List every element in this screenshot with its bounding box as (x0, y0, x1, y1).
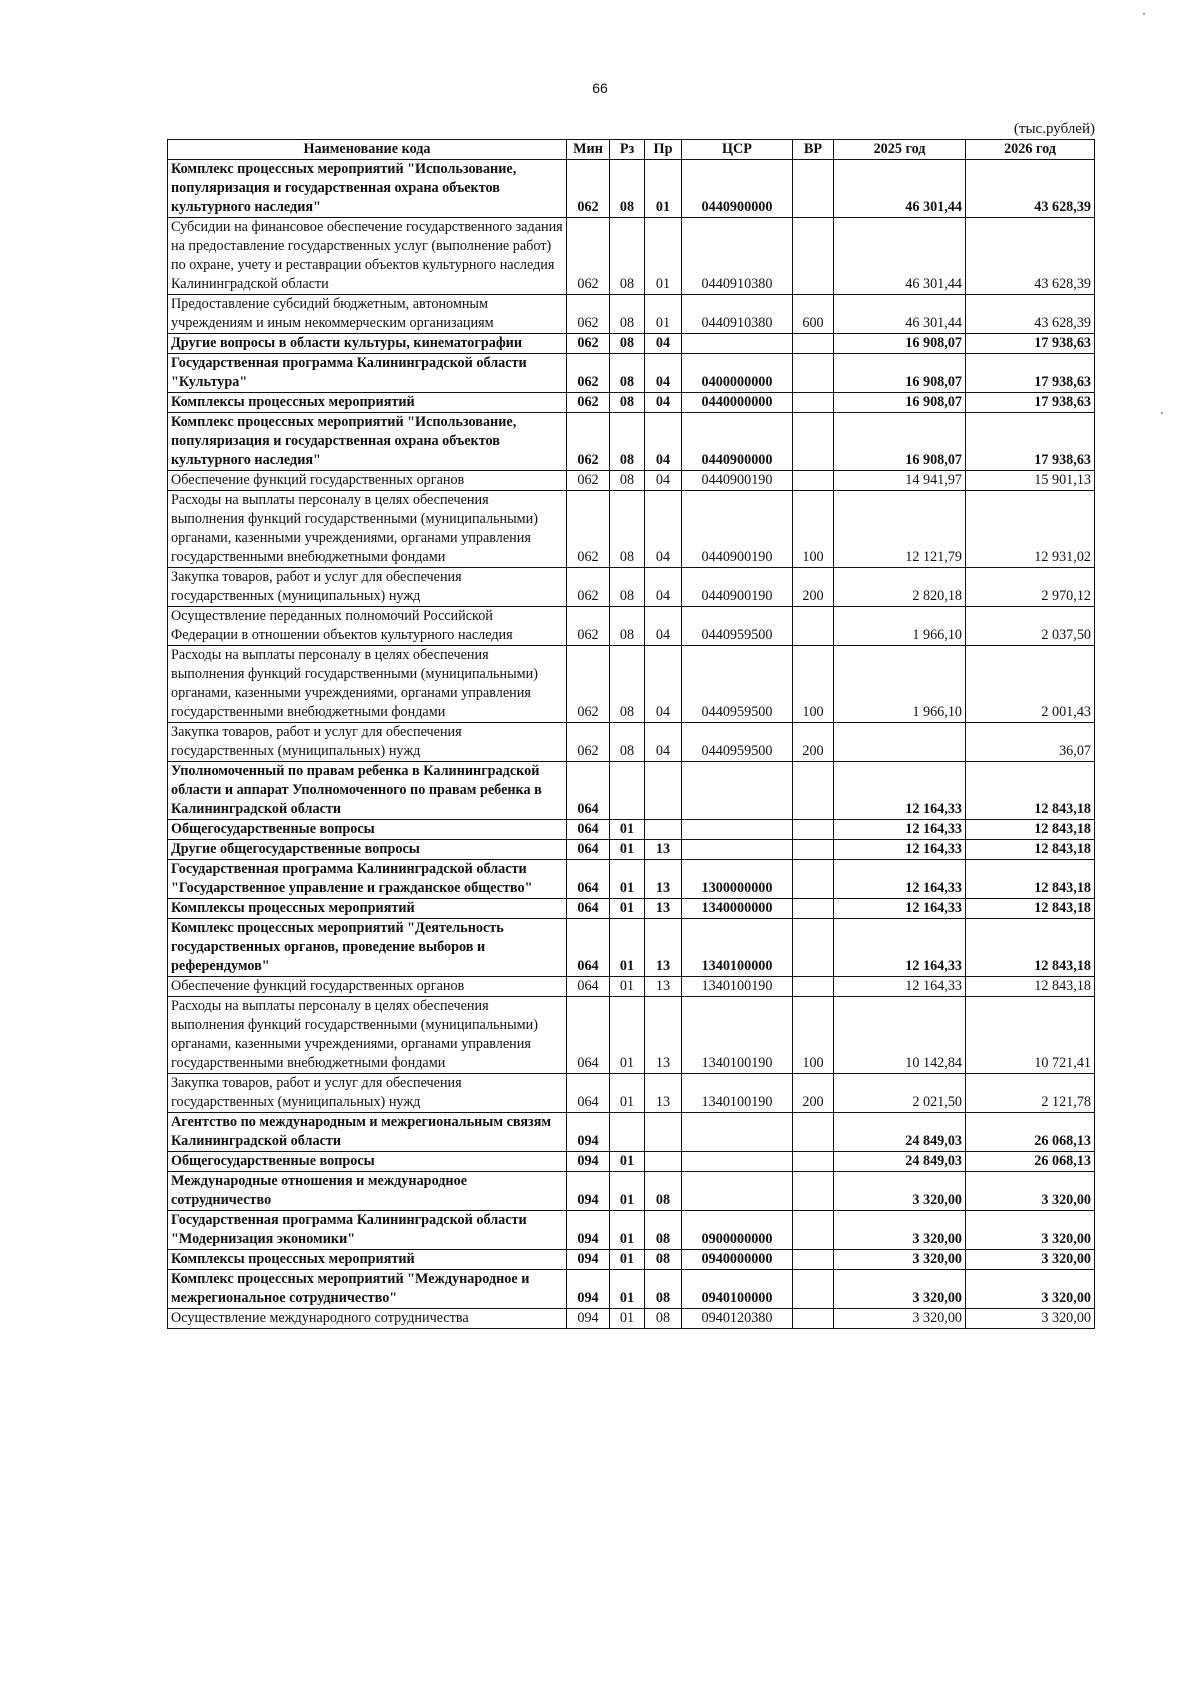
cell-name: Осуществление международного сотрудничества (168, 1309, 567, 1329)
cell-pr: 04 (645, 723, 682, 762)
cell-2026: 10 721,41 (966, 997, 1095, 1074)
table-row (168, 471, 1095, 491)
cell-vr (793, 218, 834, 295)
cell-min: 062 (567, 334, 610, 354)
table-row (168, 218, 1095, 295)
cell-2025: 2 820,18 (834, 568, 966, 607)
table-row (168, 160, 1095, 218)
cell-vr: 100 (793, 491, 834, 568)
cell-csr: 0440959500 (682, 646, 793, 723)
cell-name: Государственная программа Калининградской области "Модернизация экономики" (168, 1211, 567, 1250)
cell-min: 094 (567, 1309, 610, 1329)
cell-min: 094 (567, 1172, 610, 1211)
cell-vr (793, 860, 834, 899)
cell-2026: 3 320,00 (966, 1172, 1095, 1211)
cell-pr: 13 (645, 860, 682, 899)
cell-rz: 01 (610, 1250, 645, 1270)
cell-vr (793, 1211, 834, 1250)
table-row (168, 354, 1095, 393)
cell-min: 094 (567, 1113, 610, 1152)
cell-vr (793, 471, 834, 491)
cell-name: Общегосударственные вопросы (168, 820, 567, 840)
cell-2026: 43 628,39 (966, 295, 1095, 334)
cell-2025: 12 164,33 (834, 899, 966, 919)
cell-csr: 0440910380 (682, 295, 793, 334)
table-body (168, 160, 1095, 1329)
cell-csr: 0440959500 (682, 723, 793, 762)
cell-name: Расходы на выплаты персоналу в целях обеспечения выполнения функций государственными (муниципальными) органами, казенными учреждениями, органами управления государственными внебюджетными фондами (168, 646, 567, 723)
cell-rz: 01 (610, 820, 645, 840)
cell-name: Комплекс процессных мероприятий "Деятельность государственных органов, проведение выборов и референдумов" (168, 919, 567, 977)
cell-rz: 08 (610, 413, 645, 471)
cell-pr: 04 (645, 568, 682, 607)
cell-name: Обеспечение функций государственных органов (168, 977, 567, 997)
cell-csr: 1340100190 (682, 977, 793, 997)
cell-pr: 01 (645, 295, 682, 334)
cell-name: Субсидии на финансовое обеспечение государственного задания на предоставление государственных услуг (выполнение работ) по охране, учету и реставрации объектов культурного наследия Калининградской области (168, 218, 567, 295)
table-row (168, 977, 1095, 997)
cell-2025: 12 164,33 (834, 762, 966, 820)
cell-2026: 17 938,63 (966, 393, 1095, 413)
cell-2025: 3 320,00 (834, 1250, 966, 1270)
cell-pr: 04 (645, 334, 682, 354)
table-row (168, 1270, 1095, 1309)
cell-name: Уполномоченный по правам ребенка в Калининградской области и аппарат Уполномоченного по правам ребенка в Калининградской области (168, 762, 567, 820)
cell-rz: 08 (610, 334, 645, 354)
cell-min: 062 (567, 607, 610, 646)
cell-2026: 12 843,18 (966, 820, 1095, 840)
header-rz: Рз (610, 140, 645, 160)
cell-name: Государственная программа Калининградской области "Государственное управление и гражданское общество" (168, 860, 567, 899)
cell-2025: 16 908,07 (834, 393, 966, 413)
cell-rz: 08 (610, 723, 645, 762)
cell-pr (645, 762, 682, 820)
scan-speck (1143, 13, 1145, 15)
cell-2025: 3 320,00 (834, 1211, 966, 1250)
cell-name: Расходы на выплаты персоналу в целях обеспечения выполнения функций государственными (муниципальными) органами, казенными учреждениями, органами управления государственными внебюджетными фондами (168, 997, 567, 1074)
cell-2025 (834, 723, 966, 762)
cell-rz: 01 (610, 1309, 645, 1329)
cell-2026: 26 068,13 (966, 1152, 1095, 1172)
cell-2025: 46 301,44 (834, 160, 966, 218)
cell-2026: 3 320,00 (966, 1270, 1095, 1309)
table-row (168, 1309, 1095, 1329)
cell-pr: 08 (645, 1211, 682, 1250)
cell-rz: 08 (610, 471, 645, 491)
cell-2025: 24 849,03 (834, 1152, 966, 1172)
cell-2026: 12 843,18 (966, 899, 1095, 919)
cell-vr (793, 919, 834, 977)
table-row (168, 334, 1095, 354)
cell-2026: 26 068,13 (966, 1113, 1095, 1152)
cell-min: 062 (567, 491, 610, 568)
table-row (168, 491, 1095, 568)
cell-csr: 0440900000 (682, 413, 793, 471)
cell-pr: 04 (645, 607, 682, 646)
header-2025: 2025 год (834, 140, 966, 160)
cell-2025: 12 164,33 (834, 860, 966, 899)
cell-min: 064 (567, 860, 610, 899)
cell-csr: 0940000000 (682, 1250, 793, 1270)
cell-vr (793, 1172, 834, 1211)
table-row (168, 1250, 1095, 1270)
cell-2025: 16 908,07 (834, 334, 966, 354)
cell-name: Агентство по международным и межрегиональным связям Калининградской области (168, 1113, 567, 1152)
cell-csr: 0440000000 (682, 393, 793, 413)
cell-vr (793, 334, 834, 354)
scan-speck (1161, 412, 1163, 414)
table-row (168, 860, 1095, 899)
cell-2026: 2 970,12 (966, 568, 1095, 607)
cell-min: 064 (567, 840, 610, 860)
cell-min: 064 (567, 1074, 610, 1113)
cell-2026: 12 931,02 (966, 491, 1095, 568)
cell-min: 062 (567, 413, 610, 471)
cell-2026: 17 938,63 (966, 413, 1095, 471)
cell-csr: 0440900000 (682, 160, 793, 218)
table-row (168, 393, 1095, 413)
cell-vr (793, 899, 834, 919)
cell-2025: 14 941,97 (834, 471, 966, 491)
cell-vr (793, 977, 834, 997)
cell-min: 064 (567, 997, 610, 1074)
cell-rz: 01 (610, 899, 645, 919)
cell-2026: 3 320,00 (966, 1211, 1095, 1250)
cell-pr: 13 (645, 997, 682, 1074)
cell-vr: 200 (793, 568, 834, 607)
cell-vr: 200 (793, 1074, 834, 1113)
cell-name: Комплексы процессных мероприятий (168, 1250, 567, 1270)
cell-csr (682, 1152, 793, 1172)
cell-rz (610, 762, 645, 820)
cell-2025: 46 301,44 (834, 295, 966, 334)
header-csr: ЦСР (682, 140, 793, 160)
cell-vr (793, 1152, 834, 1172)
cell-name: Другие вопросы в области культуры, кинематографии (168, 334, 567, 354)
cell-csr: 1340100000 (682, 919, 793, 977)
cell-pr: 04 (645, 471, 682, 491)
cell-name: Закупка товаров, работ и услуг для обеспечения государственных (муниципальных) нужд (168, 568, 567, 607)
cell-vr (793, 160, 834, 218)
table-row (168, 568, 1095, 607)
cell-2026: 12 843,18 (966, 919, 1095, 977)
cell-min: 094 (567, 1250, 610, 1270)
table-row (168, 1172, 1095, 1211)
cell-pr: 08 (645, 1270, 682, 1309)
table-row (168, 413, 1095, 471)
cell-vr (793, 840, 834, 860)
cell-name: Предоставление субсидий бюджетным, автономным учреждениям и иным некоммерческим организациям (168, 295, 567, 334)
cell-pr: 08 (645, 1250, 682, 1270)
budget-table (167, 139, 1095, 1329)
cell-pr: 04 (645, 491, 682, 568)
cell-2026: 36,07 (966, 723, 1095, 762)
table-row (168, 840, 1095, 860)
cell-min: 062 (567, 354, 610, 393)
cell-csr: 0900000000 (682, 1211, 793, 1250)
cell-name: Расходы на выплаты персоналу в целях обеспечения выполнения функций государственными (муниципальными) органами, казенными учреждениями, органами управления государственными внебюджетными фондами (168, 491, 567, 568)
cell-name: Осуществление переданных полномочий Российской Федерации в отношении объектов культурного наследия (168, 607, 567, 646)
table-row (168, 899, 1095, 919)
table-row (168, 723, 1095, 762)
cell-2026: 2 037,50 (966, 607, 1095, 646)
cell-vr (793, 1270, 834, 1309)
cell-rz: 01 (610, 977, 645, 997)
cell-pr: 13 (645, 919, 682, 977)
cell-rz: 08 (610, 568, 645, 607)
cell-csr (682, 1172, 793, 1211)
cell-2025: 46 301,44 (834, 218, 966, 295)
cell-2025: 3 320,00 (834, 1270, 966, 1309)
cell-rz: 01 (610, 1172, 645, 1211)
cell-pr: 04 (645, 354, 682, 393)
cell-name: Комплекс процессных мероприятий "Международное и межрегиональное сотрудничество" (168, 1270, 567, 1309)
cell-pr: 08 (645, 1309, 682, 1329)
units-label: (тыс.рублей) (1013, 121, 1095, 137)
cell-name: Комплекс процессных мероприятий "Использование, популяризация и государственная охрана объектов культурного наследия" (168, 160, 567, 218)
cell-2026: 3 320,00 (966, 1250, 1095, 1270)
cell-csr (682, 820, 793, 840)
cell-2025: 12 164,33 (834, 840, 966, 860)
table-header-row (168, 140, 1095, 160)
cell-pr: 04 (645, 646, 682, 723)
cell-rz: 08 (610, 646, 645, 723)
cell-min: 064 (567, 820, 610, 840)
cell-min: 062 (567, 568, 610, 607)
cell-2026: 17 938,63 (966, 354, 1095, 393)
cell-csr (682, 334, 793, 354)
cell-2025: 1 966,10 (834, 646, 966, 723)
cell-min: 062 (567, 295, 610, 334)
cell-csr: 0440910380 (682, 218, 793, 295)
cell-vr: 100 (793, 646, 834, 723)
cell-rz: 01 (610, 1270, 645, 1309)
table-row (168, 295, 1095, 334)
cell-pr: 13 (645, 840, 682, 860)
cell-name: Комплексы процессных мероприятий (168, 899, 567, 919)
cell-vr: 100 (793, 997, 834, 1074)
table-row (168, 1074, 1095, 1113)
cell-pr: 04 (645, 413, 682, 471)
header-2026: 2026 год (966, 140, 1095, 160)
cell-min: 064 (567, 762, 610, 820)
cell-rz: 01 (610, 1074, 645, 1113)
cell-2025: 16 908,07 (834, 413, 966, 471)
cell-rz: 08 (610, 354, 645, 393)
cell-2025: 12 121,79 (834, 491, 966, 568)
cell-rz: 01 (610, 1211, 645, 1250)
cell-2025: 10 142,84 (834, 997, 966, 1074)
cell-2025: 16 908,07 (834, 354, 966, 393)
header-vr: ВР (793, 140, 834, 160)
cell-2026: 12 843,18 (966, 762, 1095, 820)
cell-name: Закупка товаров, работ и услуг для обеспечения государственных (муниципальных) нужд (168, 1074, 567, 1113)
cell-csr: 1340100190 (682, 997, 793, 1074)
cell-min: 062 (567, 393, 610, 413)
cell-rz: 01 (610, 840, 645, 860)
cell-csr: 0400000000 (682, 354, 793, 393)
header-min: Мин (567, 140, 610, 160)
cell-vr (793, 1250, 834, 1270)
cell-pr: 13 (645, 1074, 682, 1113)
cell-vr: 600 (793, 295, 834, 334)
cell-2026: 3 320,00 (966, 1309, 1095, 1329)
cell-csr: 0440900190 (682, 471, 793, 491)
cell-min: 062 (567, 160, 610, 218)
cell-csr (682, 762, 793, 820)
cell-2025: 3 320,00 (834, 1172, 966, 1211)
cell-rz (610, 1113, 645, 1152)
cell-min: 064 (567, 919, 610, 977)
cell-pr: 13 (645, 977, 682, 997)
table-row (168, 1152, 1095, 1172)
cell-csr: 0440900190 (682, 568, 793, 607)
cell-pr: 08 (645, 1172, 682, 1211)
header-name: Наименование кода (168, 140, 567, 160)
cell-name: Международные отношения и международное сотрудничество (168, 1172, 567, 1211)
cell-min: 094 (567, 1270, 610, 1309)
cell-min: 062 (567, 646, 610, 723)
cell-vr (793, 413, 834, 471)
cell-csr: 1300000000 (682, 860, 793, 899)
cell-vr (793, 1309, 834, 1329)
cell-min: 062 (567, 471, 610, 491)
cell-vr: 200 (793, 723, 834, 762)
cell-min: 094 (567, 1211, 610, 1250)
cell-2026: 17 938,63 (966, 334, 1095, 354)
cell-rz: 01 (610, 1152, 645, 1172)
cell-pr: 01 (645, 160, 682, 218)
cell-vr (793, 1113, 834, 1152)
cell-name: Другие общегосударственные вопросы (168, 840, 567, 860)
cell-csr: 0940120380 (682, 1309, 793, 1329)
cell-pr (645, 1113, 682, 1152)
cell-2025: 1 966,10 (834, 607, 966, 646)
cell-2026: 2 001,43 (966, 646, 1095, 723)
cell-rz: 08 (610, 218, 645, 295)
cell-2025: 2 021,50 (834, 1074, 966, 1113)
table-row (168, 1211, 1095, 1250)
cell-csr (682, 840, 793, 860)
cell-2026: 2 121,78 (966, 1074, 1095, 1113)
cell-rz: 08 (610, 607, 645, 646)
cell-csr: 0440900190 (682, 491, 793, 568)
cell-pr: 01 (645, 218, 682, 295)
cell-rz: 01 (610, 919, 645, 977)
cell-2026: 12 843,18 (966, 840, 1095, 860)
cell-rz: 08 (610, 491, 645, 568)
cell-name: Комплекс процессных мероприятий "Использование, популяризация и государственная охрана объектов культурного наследия" (168, 413, 567, 471)
cell-rz: 01 (610, 997, 645, 1074)
cell-rz: 08 (610, 160, 645, 218)
cell-csr: 1340100190 (682, 1074, 793, 1113)
cell-pr (645, 820, 682, 840)
header-pr: Пр (645, 140, 682, 160)
cell-2026: 15 901,13 (966, 471, 1095, 491)
cell-min: 094 (567, 1152, 610, 1172)
table-row (168, 1113, 1095, 1152)
cell-name: Обеспечение функций государственных органов (168, 471, 567, 491)
table-row (168, 646, 1095, 723)
cell-min: 062 (567, 218, 610, 295)
cell-2026: 43 628,39 (966, 160, 1095, 218)
cell-2025: 12 164,33 (834, 977, 966, 997)
table-row (168, 607, 1095, 646)
cell-rz: 08 (610, 295, 645, 334)
cell-vr (793, 354, 834, 393)
cell-min: 064 (567, 899, 610, 919)
table-row (168, 997, 1095, 1074)
cell-pr: 04 (645, 393, 682, 413)
cell-vr (793, 607, 834, 646)
table-row (168, 762, 1095, 820)
cell-2025: 12 164,33 (834, 820, 966, 840)
cell-pr (645, 1152, 682, 1172)
cell-vr (793, 820, 834, 840)
cell-2025: 12 164,33 (834, 919, 966, 977)
cell-2026: 43 628,39 (966, 218, 1095, 295)
cell-name: Комплексы процессных мероприятий (168, 393, 567, 413)
page-number: 66 (592, 80, 608, 96)
cell-name: Закупка товаров, работ и услуг для обеспечения государственных (муниципальных) нужд (168, 723, 567, 762)
cell-name: Государственная программа Калининградской области "Культура" (168, 354, 567, 393)
table-row (168, 820, 1095, 840)
cell-rz: 08 (610, 393, 645, 413)
cell-2025: 3 320,00 (834, 1309, 966, 1329)
cell-csr: 0940100000 (682, 1270, 793, 1309)
cell-min: 062 (567, 723, 610, 762)
table-row (168, 919, 1095, 977)
cell-csr: 1340000000 (682, 899, 793, 919)
cell-pr: 13 (645, 899, 682, 919)
cell-name: Общегосударственные вопросы (168, 1152, 567, 1172)
cell-rz: 01 (610, 860, 645, 899)
cell-2026: 12 843,18 (966, 977, 1095, 997)
cell-csr (682, 1113, 793, 1152)
cell-min: 064 (567, 977, 610, 997)
cell-csr: 0440959500 (682, 607, 793, 646)
cell-vr (793, 762, 834, 820)
cell-vr (793, 393, 834, 413)
cell-2026: 12 843,18 (966, 860, 1095, 899)
cell-2025: 24 849,03 (834, 1113, 966, 1152)
